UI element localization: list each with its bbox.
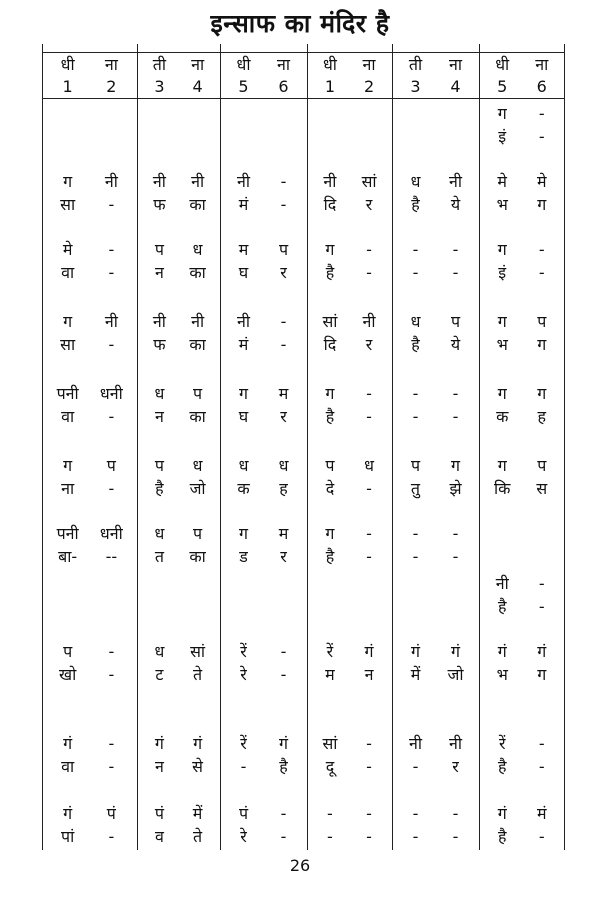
lyric-cell: दे [325,479,335,498]
note-cell: - [538,240,545,259]
header-beat: 6 [278,77,289,96]
note-cell: नी [448,734,463,753]
lyric-cell: ते [193,665,203,684]
note-cell: - [366,240,372,259]
header-syllable: धी [322,55,337,74]
lyric-cell: ग [537,335,547,354]
lyric-cell: जो [189,479,206,498]
note-cell: में [192,804,203,823]
lyric-cell: - [366,547,372,566]
note-cell: सां [361,172,377,191]
lyric-cell: - [108,665,115,684]
note-cell: नी [191,312,205,331]
lyric-cell: है [279,757,288,776]
header-beat: 1 [62,77,73,96]
lyric-cell: है [155,479,164,498]
header-syllable: ती [152,55,167,74]
page-number: 26 [289,856,311,875]
note-cell: रें [240,642,247,661]
lyric-cell: - [412,407,419,426]
note-cell: रें [240,734,247,753]
note-cell: - [280,312,287,331]
note-cell: ग [238,524,248,543]
header-beat: 5 [238,77,249,96]
lyric-cell: - [412,547,419,566]
note-cell: नी [152,312,166,331]
lyric-cell: घ [238,407,249,426]
lyric-cell: बा- [58,547,78,566]
header-syllable: ना [448,55,463,74]
lyric-cell: है [411,195,420,214]
note-cell: मे [62,240,73,259]
note-cell: गं [63,734,73,753]
lyric-cell: र [365,195,373,214]
note-cell: धनी [99,384,123,403]
note-cell: नी [104,172,118,191]
lyric-cell: मं [238,335,249,354]
note-cell: ग [497,456,507,475]
header-syllable: ना [362,55,376,74]
column-divider [564,44,565,850]
lyric-cell: मं [238,195,249,214]
note-cell: - [366,384,372,403]
header-beat: 4 [450,77,461,96]
lyric-cell: - [452,263,459,282]
lyric-cell: रे [240,665,247,684]
lyric-cell: ह [279,479,288,498]
lyric-cell: - [280,195,287,214]
note-cell: प [537,312,547,331]
note-cell: पं [106,804,116,823]
lyric-cell: - [108,827,115,846]
lyric-cell: - [108,757,115,776]
note-cell: म [278,524,289,543]
lyric-cell: - [538,127,545,146]
note-cell: - [366,804,372,823]
lyric-cell: - [108,479,115,498]
lyric-cell: - [412,827,419,846]
lyric-cell: ड [239,547,248,566]
note-cell: ग [63,312,73,331]
note-cell: प [106,456,116,475]
lyric-cell: है [325,263,335,282]
header-rule [42,52,565,53]
header-syllable: ना [104,55,118,74]
lyric-cell: ट [155,665,164,684]
lyric-cell: का [189,263,206,282]
lyric-cell: - [108,195,115,214]
note-cell: - [412,384,419,403]
header-syllable: ना [276,55,291,74]
lyric-cell: - [452,827,459,846]
header-beat: 3 [410,77,421,96]
lyric-cell: ग [537,195,547,214]
lyric-cell: तु [410,479,421,498]
lyric-cell: सा [60,195,76,214]
lyric-cell: न [154,407,164,426]
note-cell: सां [322,312,338,331]
lyric-cell: ह [537,407,547,426]
note-cell: पनी [56,524,79,543]
lyric-cell: का [189,407,206,426]
lyric-cell: र [365,335,373,354]
lyric-cell: - [108,335,115,354]
note-cell: गं [410,642,420,661]
note-cell: पं [238,804,249,823]
lyric-cell: - [412,757,419,776]
lyric-cell: - [240,757,247,776]
note-cell: - [538,734,545,753]
lyric-cell: - [366,407,372,426]
lyric-cell: है [497,757,507,776]
note-cell: ग [238,384,248,403]
note-cell: नी [236,312,250,331]
lyric-cell: - [538,597,545,616]
lyric-cell: - [538,757,545,776]
note-cell: प [193,524,203,543]
note-cell: - [452,384,459,403]
note-cell: नी [323,172,337,191]
lyric-cell: दि [323,195,337,214]
note-cell: नी [191,172,205,191]
column-divider [220,44,221,850]
lyric-cell: - [412,263,419,282]
lyric-cell: र [280,263,287,282]
header-syllable: ना [535,55,549,74]
lyric-cell: में [410,665,421,684]
note-cell: प [193,384,203,403]
note-cell: नी [495,574,509,593]
lyric-cell: का [189,335,206,354]
lyric-cell: र [280,547,287,566]
lyric-cell: वा [61,263,75,282]
note-cell: ध [364,456,374,475]
lyric-cell: - [280,665,287,684]
header-syllable: धी [236,55,251,74]
lyric-cell: - [366,757,372,776]
lyric-cell: - [108,263,115,282]
lyric-cell: सा [60,335,76,354]
note-cell: ग [325,384,335,403]
lyric-cell: दि [323,335,337,354]
lyric-cell: है [411,335,420,354]
note-cell: - [412,804,419,823]
header-beat: 4 [192,77,203,96]
note-cell: गं [154,734,164,753]
note-cell: - [280,172,287,191]
page-title: इन्साफ का मंदिर है [210,9,390,38]
note-cell: गं [537,642,547,661]
notation-table [42,44,565,850]
header-syllable: धी [60,55,75,74]
column-divider [42,44,43,850]
note-cell: - [452,240,459,259]
note-cell: नी [448,172,463,191]
lyric-cell: न [154,757,164,776]
lyric-cell: कि [494,479,511,498]
note-cell: ग [325,240,335,259]
note-cell: नी [408,734,422,753]
column-divider [307,44,308,850]
note-cell: ग [497,104,507,123]
lyric-cell: - [452,407,459,426]
column-divider [137,44,138,850]
lyric-cell: - [280,827,287,846]
note-cell: प [154,456,164,475]
note-cell: - [366,734,372,753]
note-cell: म [278,384,289,403]
note-cell: ध [192,456,203,475]
lyric-cell: ते [193,827,203,846]
note-cell: गं [450,642,460,661]
note-cell: सां [322,734,338,753]
lyric-cell: भ [496,335,508,354]
lyric-cell: - [280,335,287,354]
note-cell: - [327,804,333,823]
note-cell: नी [104,312,118,331]
note-cell: प [154,240,164,259]
note-cell: - [108,240,115,259]
header-rule [42,98,565,99]
lyric-cell: रे [240,827,247,846]
note-cell: गं [497,642,507,661]
lyric-cell: ये [450,335,461,354]
note-cell: ध [154,642,165,661]
note-cell: - [108,642,115,661]
note-cell: ध [192,240,203,259]
note-cell: नी [152,172,166,191]
note-cell: मे [536,172,547,191]
note-cell: - [108,734,115,753]
lyric-cell: फ [153,195,166,214]
header-beat: 2 [106,77,117,96]
lyric-cell: का [189,547,206,566]
lyric-cell: खो [59,665,77,684]
lyric-cell: भ [496,195,508,214]
note-cell: म [238,240,249,259]
note-cell: - [452,524,459,543]
lyric-cell: - [366,827,372,846]
note-cell: मे [497,172,507,191]
lyric-cell: व [154,827,164,846]
header-syllable: ती [408,55,423,74]
note-cell: - [280,642,287,661]
header-beat: 2 [363,77,375,96]
lyric-cell: न [364,665,374,684]
note-cell: - [538,574,545,593]
lyric-cell: क [496,407,509,426]
lyric-cell: है [497,827,507,846]
lyric-cell: त [154,547,164,566]
lyric-cell: न [154,263,164,282]
note-cell: ग [450,456,460,475]
note-cell: प [537,456,547,475]
lyric-cell: पां [61,827,75,846]
lyric-cell: वा [61,757,75,776]
note-cell: ग [497,240,507,259]
column-divider [392,44,393,850]
lyric-cell: - [108,407,115,426]
note-cell: ध [278,456,289,475]
note-cell: गं [193,734,203,753]
note-cell: गं [364,642,374,661]
lyric-cell: है [497,597,507,616]
note-cell: ग [63,456,73,475]
note-cell: ग [325,524,335,543]
note-cell: ग [537,384,547,403]
lyric-cell: घ [238,263,249,282]
lyric-cell: ग [537,665,547,684]
note-cell: - [280,804,287,823]
note-cell: - [452,804,459,823]
lyric-cell: - [538,827,545,846]
header-beat: 1 [324,77,336,96]
note-cell: पं [154,804,164,823]
lyric-cell: र [280,407,287,426]
lyric-cell: दू [325,757,335,776]
header-beat: 3 [154,77,165,96]
note-cell: रें [498,734,506,753]
note-cell: ध [410,172,421,191]
note-cell: गं [497,804,507,823]
note-cell: सां [190,642,206,661]
note-cell: मं [536,804,547,823]
lyric-cell: ना [61,479,75,498]
lyric-cell: जो [447,665,464,684]
note-cell: गं [63,804,73,823]
note-cell: ग [497,384,507,403]
column-divider [479,44,480,850]
note-cell: ध [410,312,421,331]
lyric-cell: भ [496,665,508,684]
note-cell: नी [362,312,376,331]
header-syllable: ना [191,55,205,74]
note-cell: ग [63,172,73,191]
lyric-cell: - [327,827,333,846]
note-cell: रें [326,642,334,661]
lyric-cell: - [366,479,372,498]
note-cell: - [412,240,419,259]
note-cell: ध [154,524,165,543]
note-cell: ध [238,456,249,475]
lyric-cell: इं [498,263,507,282]
lyric-cell: वा [61,407,75,426]
note-cell: प [278,240,289,259]
lyric-cell: है [325,547,335,566]
lyric-cell: -- [105,547,118,566]
lyric-cell: - [452,547,459,566]
lyric-cell: इं [498,127,507,146]
note-cell: धनी [99,524,123,543]
header-syllable: धी [495,55,510,74]
lyric-cell: म [325,665,335,684]
lyric-cell: क [237,479,250,498]
lyric-cell: झे [449,479,462,498]
lyric-cell: स [536,479,548,498]
header-beat: 6 [536,77,547,96]
lyric-cell: ये [450,195,461,214]
lyric-cell: का [189,195,206,214]
note-cell: नी [236,172,250,191]
lyric-cell: - [538,263,545,282]
note-cell: प [410,456,421,475]
lyric-cell: फ [153,335,166,354]
note-cell: गं [278,734,288,753]
header-beat: 5 [497,77,508,96]
note-cell: ध [154,384,165,403]
note-cell: पनी [56,384,79,403]
lyric-cell: से [192,757,203,776]
lyric-cell: - [366,263,372,282]
note-cell: - [366,524,372,543]
note-cell: प [325,456,335,475]
note-cell: प [450,312,461,331]
note-cell: - [538,104,545,123]
note-cell: ग [497,312,507,331]
lyric-cell: र [452,757,459,776]
lyric-cell: है [325,407,335,426]
note-cell: - [412,524,419,543]
note-cell: प [63,642,73,661]
